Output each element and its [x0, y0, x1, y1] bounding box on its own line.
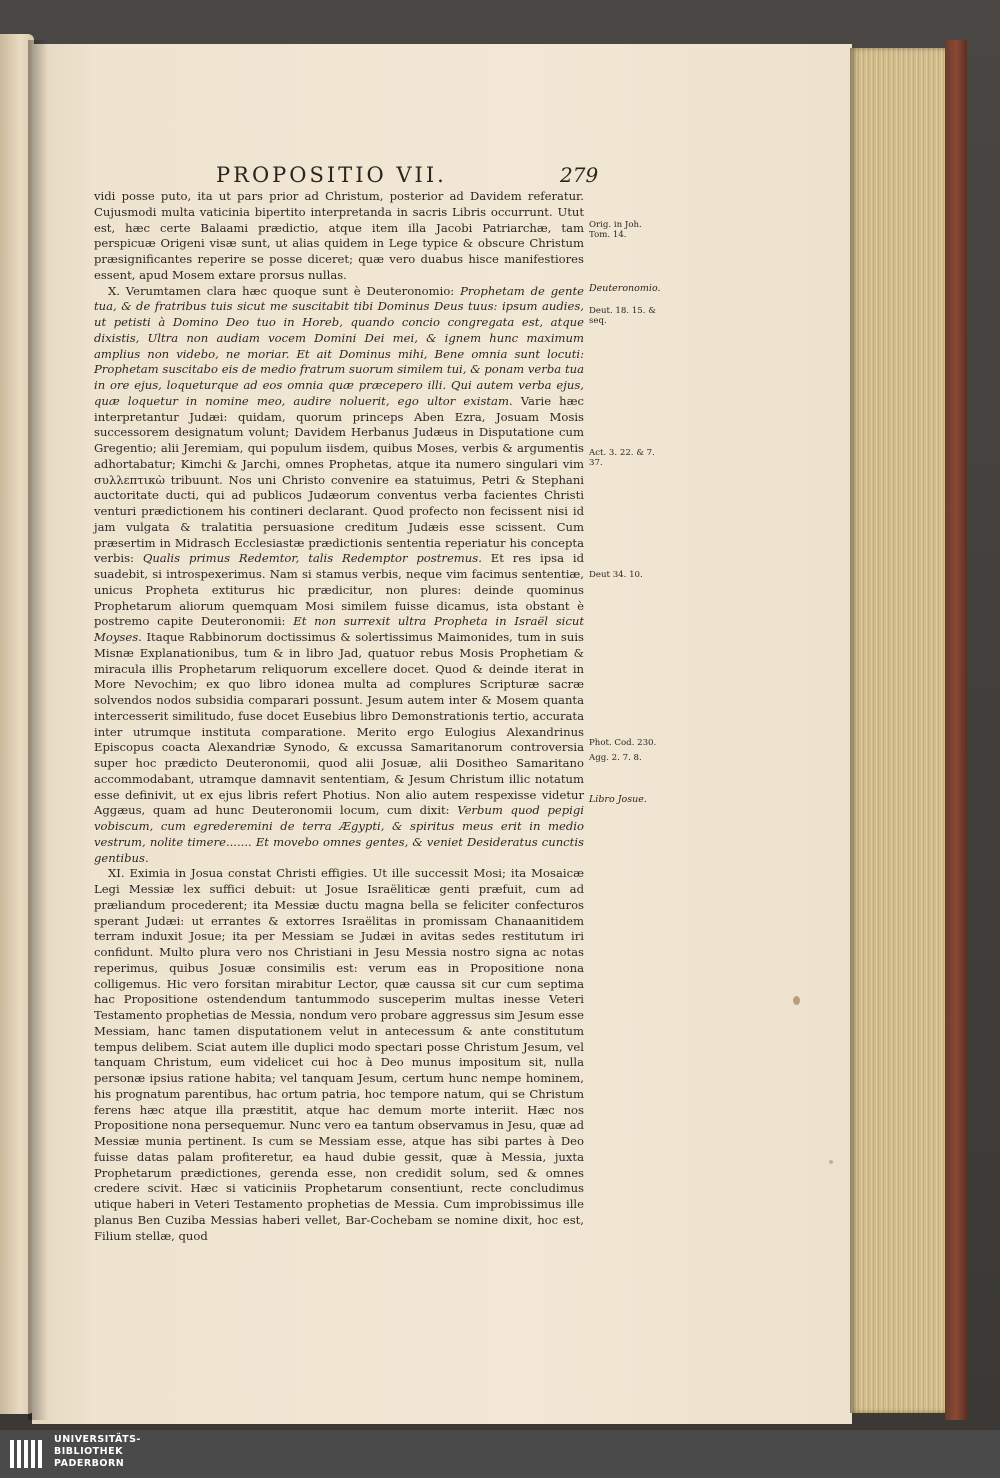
library-name [54, 1434, 141, 1470]
text-run: Itaque Rabbinorum doctissimus & solertissimus Maimonides, tum in suis Misnæ Explanationibus, tum & in libro Jad, quatuor rebus Mosis Prophetiam & miracula illis Prophetarum reliquorum excellere docet. Quod & deinde iterat in More Nevochim; ex quo libro idonea multa ad complures Scripturæ sacræ solvendos nodos subsidia comparari possunt. Jesum autem inter & Mosem quanta intercesserit similitudo, fuse docet Eusebius libro Demonstrationis tertio, accurata inter utrumque instituta comparatione. Merito ergo Eulogius Alexandrinus Episcopus coacta Alexandriæ Synodo, & excussa Samaritanorum controversia super hoc prædicto Deuteronomii, quod alii Josuæ, alii Dositheo Samaritano accommodabant, utramque damnavit sententiam, & Jesum Christum illic notatum esse definivit, ut ex ejus libris refert Photius. Non alio autem respexisse videtur Aggæus, quam ad hunc Deuteronomii locum, cum dixit: [94, 630, 585, 818]
quote-deuteronomy: Prophetam de gente tua, & de fratribus tuis sicut me suscitabit tibi Dominus Deus tuus: ipsum audies, ut petisti à Domino Deo tuo in Horeb, quando concio congregata est, atque dixistis, Ultra non audiam vocem Domini Dei mei, & ignem hunc maximum amplius non videbo, ne moriar. Et ait Dominus mihi, Bene omnia sunt locuti: Prophetam suscitabo eis de medio fratrum suorum similem tui, & ponam verba tua in ore ejus, loqueturque ad eos omnia quæ præcepero illi. Qui autem verba ejus, quæ loquetur in nomine meo, audire noluerit, ego ultor existam. [94, 283, 585, 408]
footer-bar [0, 1430, 1000, 1478]
library-name-line: PADERBORN [54, 1458, 125, 1469]
library-name-line: BIBLIOTHEK [54, 1446, 123, 1457]
stain-mark [793, 996, 800, 1005]
body-text [94, 189, 584, 1244]
paragraph: vidi posse puto, ita ut pars prior ad Christum, posterior ad Davidem referatur. Cujusmodi multa vaticinia bipertito interpretanda in sacris Libris occurrunt. Utut est, hæc certe Balaami prædictio, atque item illa Jacobi Patriarchæ, tam perspicuæ Origeni visæ sunt, ut alias quidem in Lege typice & obscure Christum præsignificantes reperire se posse diceret; quæ vero duabus hisce manifestiores essent, apud Mosem extare prorsus nullas. [94, 189, 584, 282]
running-head: PROPOSITIO VII. [216, 163, 447, 187]
margin-note: Deut. 18. 15. & seq. [589, 306, 656, 326]
margin-note: Agg. 2. 7. 8. [589, 753, 642, 763]
quote-deut-34: Et non surrexit ultra Propheta in Israël sicut Moyses. [94, 614, 584, 644]
margin-note: Deut 34. 10. [589, 570, 643, 580]
page-edges [850, 48, 950, 1413]
paragraph-xi: XI. Eximia in Josua constat Christi effigies. Ut ille successit Mosi; ita Mosaicæ Legi Messiæ lex suffici debuit: ut Josue Israëliticæ genti præfuit, cum ad præliandum procederent; ita Messiæ ductu magna bella se feliciter confecturos sperant Judæi: ut errantes & extorres Israëlitas in promissam Chanaanitidem terram induxit Josue; ita per Messiam se Judæi in avitas sedes restitutum iri confidunt. Multo plura vero nos Christiani in Jesu Messia nostro signa ac notas reperimus, quibus Josuæ consimilis est: verum eas in Propositione nona colligemus. Hic vero forsitan mirabitur Lector, quæ caussa sit cur cum septima hac Propositione ostendendum tantummodo susceperim multas inesse Veteri Testamento prophetias de Messia, nondum vero probare aggressus sim Jesum esse Messiam, hanc tamen disputationem velut in antecessum & ante constitutum tempus delibem. Sciat autem ille duplici modo spectari posse Christum Jesum, vel tanquam Christum, eum videlicet cui hoc à Deo munus impositum sit, nulla personæ ipsius ratione habita; vel tanquam Jesum, certum hunc nempe hominem, his prognatum parentibus, hac ortum patria, hoc tempore natum, qui se Christum ferens hæc atque illa præstitit, atque hac demum morte interiit. Hæc nos Propositione nona persequemur. Nunc vero ea tantum observamus in Jesu, quæ ad Messiæ munia pertinent. Is cum se Messiam esse, atque has sibi partes à Deo fuisse datas palam profiteretur, ea haud dubie gessit, quæ à Messia, juxta Prophetarum prædictiones, gerenda esse, non credidit solum, sed & omnes credere scivit. Hæc si vaticiniis Prophetarum consentiunt, recte concludimus utique haberi in Veteri Testamento prophetias de Messia. Cum improbissimus ille planus Ben Cuziba Messias haberi vellet, Bar-Cochebam se nomine dixit, hoc est, Filium stellæ, quod [94, 866, 584, 1243]
margin-note: Libro Josue. [589, 794, 647, 805]
text-run: Et res ipsa id suadebit, si introspexerimus. Nam si stamus verbis, neque vim facimus sententiæ, unicus Propheta extiturus hic prædicitur, non plures: deinde quominus Prophetarum aliorum quemquam Mosi similem fuisse dicamus, ista obstant è postremo capite Deuteronomii: [94, 551, 584, 629]
library-name-line: UNIVERSITÄTS- [54, 1434, 141, 1445]
page-number: 279 [560, 163, 599, 187]
library-logo-icon [6, 1434, 50, 1474]
stain-mark [829, 1160, 833, 1164]
margin-note: Orig. in Joh. Tom. 14. [589, 220, 642, 240]
quote-aggaeus: Verbum quod pepigi vobiscum, cum egrederemini de terra Ægypti, & spiritus meus erit in medio vestrum, nolite timere....... Et movebo omnes gentes, & veniet Desideratus cunctis gentibus. [94, 803, 585, 865]
text-run: Varie hæc interpretantur Judæi: quidam, quorum princeps Aben Ezra, Josuam Mosis successorem designatum volunt; Davidem Herbanus Judæus in Disputatione cum Gregentio; alii Jeremiam, qui populum iisdem, quibus Moses, verbis & argumentis adhortabatur; Kimchi & Jarchi, omnes Prophetas, atque ita numero singulari vim συλλεπτικὼ tribuunt. Nos uni Christo convenire ea statuimus, Petri & Stephani auctoritate ducti, qui ad publicos Judæorum conventus verba facientes Christi venturi prædictionem his contineri declarant. Quod profecto non fecissent nisi id jam vulgata & tralatitia persuasione creditum Judæis esse scissent. Cum præsertim in Midrasch Ecclesiastæ prædictionis sententia reperiatur his concepta verbis: [94, 393, 584, 566]
margin-note: Phot. Cod. 230. [589, 738, 657, 748]
paragraph-x [94, 284, 584, 867]
spine-shadow [28, 40, 48, 1420]
text-run: X. Verumtamen clara hæc quoque sunt è Deuteronomio: [108, 283, 455, 298]
book-cover-edge [945, 40, 967, 1420]
margin-note: Deuteronomio. [589, 283, 661, 294]
quote-midrasch: Qualis primus Redemtor, talis Redemptor postremus. [142, 551, 482, 566]
margin-note: Act. 3. 22. & 7. 37. [589, 448, 655, 468]
